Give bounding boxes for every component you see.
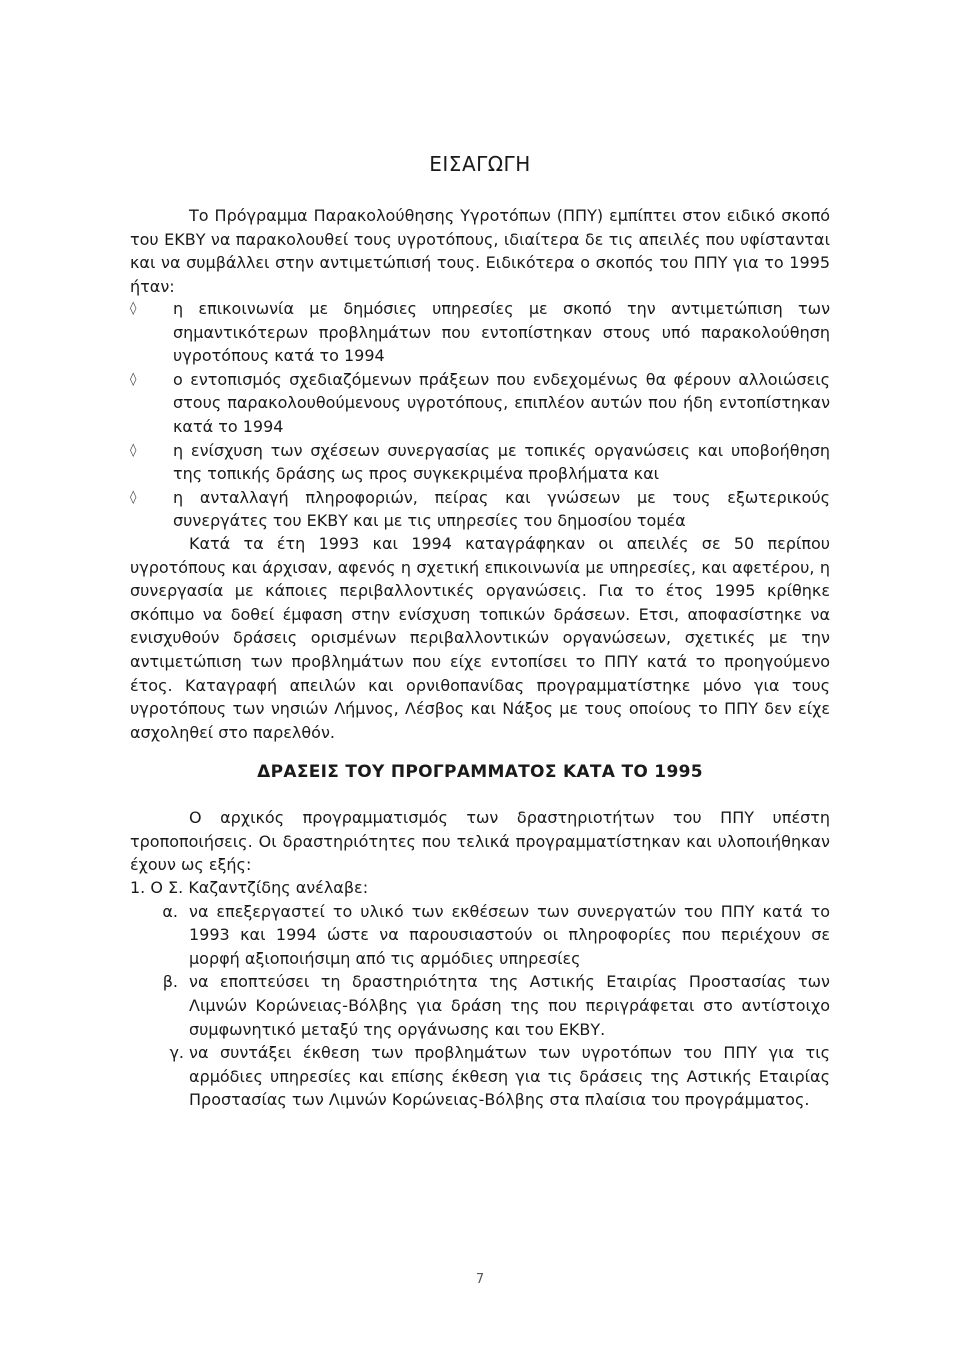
bullet-text: η ενίσχυση των σχέσεων συνεργασίας με τοπικές οργανώσεις και υποβοήθηση της τοπικής δράσης ως προς συγκεκριμένα προβλήματα και bbox=[173, 440, 830, 484]
item-label: α. bbox=[162, 901, 178, 921]
item-text: να εποπτεύσει τη δραστηριότητα της Αστικής Εταιρίας Προστασίας των Λιμνών Κορώνειας-Βόλβης για δράση της που περιγράφεται στο αντίστοιχο συμφωνητικό μεταξύ της οργάνωσης και του ΕΚΒΥ. bbox=[189, 972, 830, 1039]
bullet-text: η επικοινωνία με δημόσιες υπηρεσίες με σκοπό την αντιμετώπιση των σημαντικότερων προβλημάτων που εντοπίστηκαν στους υπό παρακολούθηση υγροτόπους κατά το 1994 bbox=[173, 299, 830, 366]
item-text: να συντάξει έκθεση των προβλημάτων των υγροτόπων του ΠΠΥ για τις αρμόδιες υπηρεσίες και επίσης έκθεση για τις δράσεις της Αστικής Εταιρίας Προστασίας των Λιμνών Κορώνειας-Βόλβης στα πλαίσια του προγράμματος. bbox=[189, 1043, 830, 1110]
item-label: β. bbox=[162, 972, 178, 992]
item-text: να επεξεργαστεί το υλικό των εκθέσεων των συνεργατών του ΠΠΥ κατά το 1993 και 1994 ώστε να παρουσιαστούν οι πληροφορίες που περιέχουν σε μορφή αξιοποιήσιμη από τις αρμόδιες υπηρεσίες bbox=[189, 901, 830, 968]
body-paragraph: Ο αρχικός προγραμματισμός των δραστηριοτήτων του ΠΠΥ υπέστη τροποποιήσεις. Οι δραστηριότητες που τελικά προγραμματίστηκαν και υλοποιήθηκαν έχουν ως εξής: bbox=[130, 808, 830, 875]
list-heading: 1. Ο Σ. Καζαντζίδης ανέλαβε: bbox=[130, 878, 369, 897]
list-item bbox=[130, 900, 830, 971]
list-item bbox=[130, 368, 830, 439]
page-number: 7 bbox=[475, 1272, 485, 1287]
list-item bbox=[130, 486, 830, 533]
page-title: ΕΙΣΑΓΩΓΗ bbox=[429, 152, 531, 176]
diamond-bullet-icon: ◊ bbox=[130, 371, 137, 387]
intro-paragraph: Το Πρόγραμμα Παρακολούθησης Υγροτόπων (ΠΠΥ) εμπίπτει στον ειδικό σκοπό του ΕΚΒΥ να παρακολουθεί τους υγροτόπους, ιδιαίτερα δε τις απειλές που υφίστανται και να συμβάλλει στην αντιμετώπισή τους. Ειδικότερα ο σκοπός του ΠΠΥ για το 1995 ήταν: bbox=[130, 206, 830, 296]
item-label: γ. bbox=[169, 1043, 184, 1063]
diamond-bullet-icon: ◊ bbox=[130, 489, 137, 505]
list-item bbox=[130, 439, 830, 486]
list-item bbox=[130, 297, 830, 368]
tasks-list bbox=[130, 876, 830, 1112]
objectives-list bbox=[130, 297, 830, 533]
bullet-text: η ανταλλαγή πληροφοριών, πείρας και γνώσεων με τους εξωτερικούς συνεργάτες του ΕΚΒΥ και με τις υπηρεσίες του δημοσίου τομέα bbox=[173, 487, 830, 531]
diamond-bullet-icon: ◊ bbox=[130, 301, 137, 316]
section-heading: ΔΡΑΣΕΙΣ ΤΟΥ ΠΡΟΓΡΑΜΜΑΤΟΣ ΚΑΤΑ ΤΟ 1995 bbox=[257, 762, 703, 782]
list-item bbox=[130, 970, 830, 1041]
list-item bbox=[130, 1041, 830, 1112]
body-paragraph: Κατά τα έτη 1993 και 1994 καταγράφηκαν οι απειλές σε 50 περίπου υγροτόπους και άρχισαν, αφενός η σχετική επικοινωνία με υπηρεσίες, και αφετέρου, η συνεργασία με κάποιες περιβαλλοντικές οργανώσεις. Για το έτος 1995 κρίθηκε σκόπιμο να δοθεί έμφαση στην ενίσχυση τοπικών δράσεων. Ετσι, αποφασίστηκε να ενισχυθούν δράσεις ορισμένων περιβαλλοντικών οργανώσεων, σχετικές με την αντιμετώπιση των προβλημάτων που είχε εντοπίσει το ΠΠΥ κατά το προηγούμενο έτος. Καταγραφή απειλών και ορνιθοπανίδας προγραμματίστηκε μόνο για τους υγροτόπους των νησιών Λήμνος, Λέσβος και Νάξος με τους οποίους το ΠΠΥ δεν είχε ασχοληθεί στο παρελθόν. bbox=[130, 534, 830, 742]
bullet-text: ο εντοπισμός σχεδιαζόμενων πράξεων που ενδεχομένως θα φέρουν αλλοιώσεις στους παρακολουθούμενους υγροτόπους, επιπλέον αυτών που ήδη εντοπίστηκαν κατά το 1994 bbox=[173, 369, 830, 436]
diamond-bullet-icon: ◊ bbox=[130, 442, 137, 458]
